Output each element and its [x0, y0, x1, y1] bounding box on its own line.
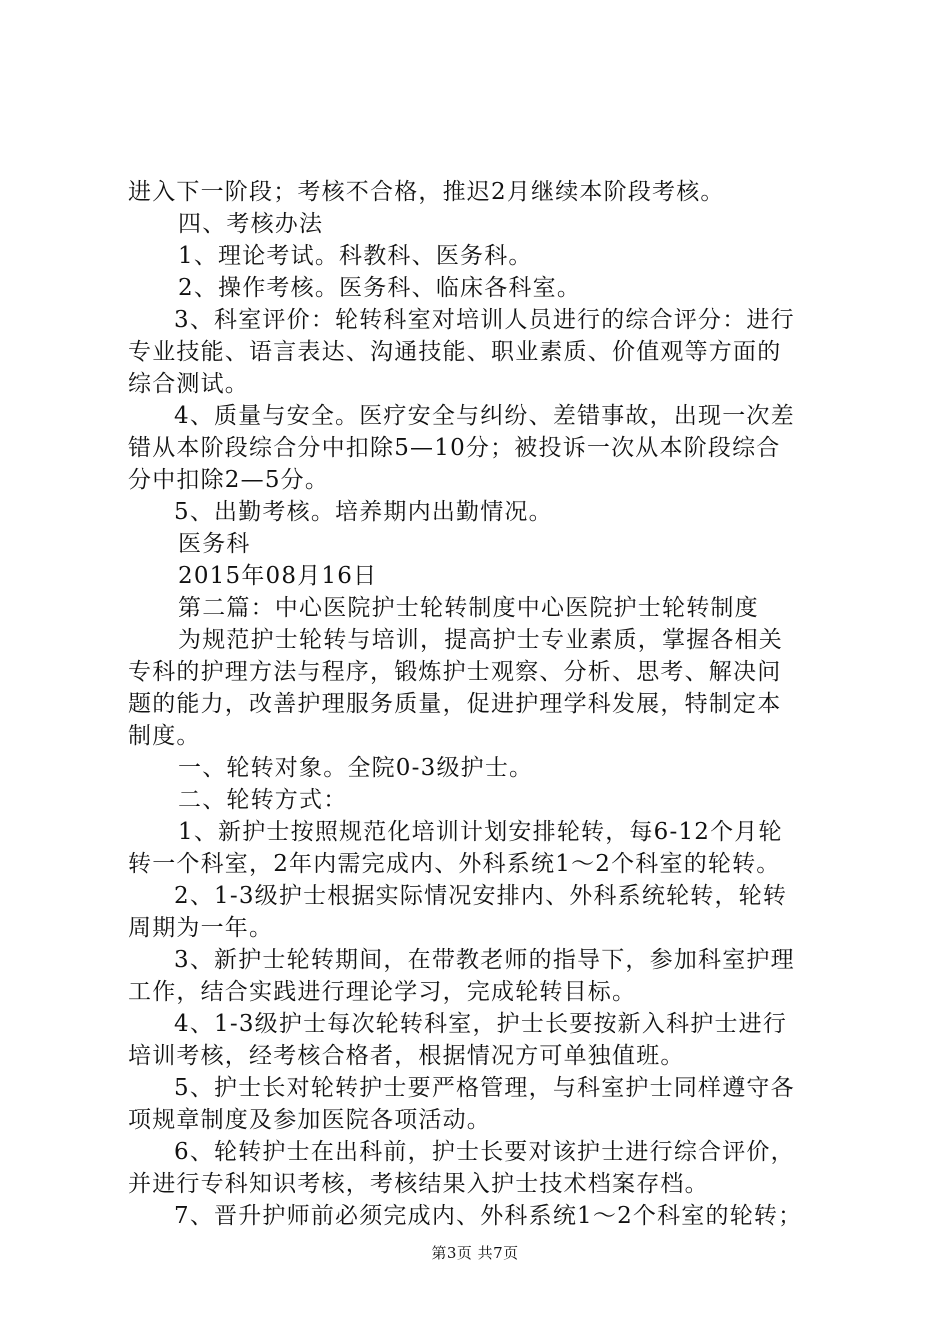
text-line: 制度。: [128, 723, 201, 749]
text-line: 错从本阶段综合分中扣除5—10分；被投诉一次从本阶段综合: [128, 435, 781, 461]
text-line: 进入下一阶段；考核不合格，推迟2月继续本阶段考核。: [128, 179, 725, 205]
text-line: 周期为一年。: [128, 915, 274, 941]
text-line: 4、1-3级护士每次轮转科室，护士长要按新入科护士进行: [174, 1011, 788, 1037]
document-body: [128, 176, 838, 1232]
text-line: 7、晋升护师前必须完成内、外科系统1～2个科室的轮转；: [174, 1203, 803, 1229]
text-line: 3、科室评价：轮转科室对培训人员进行的综合评分：进行: [174, 307, 795, 333]
text-line: 工作，结合实践进行理论学习，完成轮转目标。: [128, 979, 637, 1005]
text-line: 专科的护理方法与程序，锻炼护士观察、分析、思考、解决问: [128, 659, 782, 685]
text-line: 3、新护士轮转期间，在带教老师的指导下，参加科室护理: [174, 947, 795, 973]
text-line: 5、出勤考核。培养期内出勤情况。: [174, 499, 553, 525]
text-line: 4、质量与安全。医疗安全与纠纷、差错事故，出现一次差: [174, 403, 795, 429]
text-line: 专业技能、语言表达、沟通技能、职业素质、价值观等方面的: [128, 339, 782, 365]
text-line: 1、理论考试。科教科、医务科。: [178, 243, 533, 269]
text-line: 题的能力，改善护理服务质量，促进护理学科发展，特制定本: [128, 691, 782, 717]
text-line: 1、新护士按照规范化培训计划安排轮转，每6-12个月轮: [178, 819, 783, 845]
section-heading: 四、考核办法: [178, 211, 324, 237]
text-line: 综合测试。: [128, 371, 249, 397]
text-line: 转一个科室，2年内需完成内、外科系统1～2个科室的轮转。: [128, 851, 781, 877]
text-line: 2、操作考核。医务科、临床各科室。: [178, 275, 582, 301]
text-line: 2、1-3级护士根据实际情况安排内、外科系统轮转，轮转: [174, 883, 788, 909]
section-heading: 一、轮转对象。全院0-3级护士。: [178, 755, 534, 781]
text-line: 为规范护士轮转与培训，提高护士专业素质，掌握各相关: [178, 627, 783, 653]
text-line: 5、护士长对轮转护士要严格管理，与科室护士同样遵守各: [174, 1075, 795, 1101]
text-line: 并进行专科知识考核，考核结果入护士技术档案存档。: [128, 1171, 709, 1197]
text-line: 分中扣除2—5分。: [128, 467, 330, 493]
text-line: 项规章制度及参加医院各项活动。: [128, 1107, 491, 1133]
signature-date: 2015年08月16日: [178, 563, 378, 589]
text-line: 培训考核，经考核合格者，根据情况方可单独值班。: [128, 1043, 685, 1069]
signature-department: 医务科: [178, 531, 251, 557]
chapter-heading: 第二篇：中心医院护士轮转制度中心医院护士轮转制度: [178, 595, 759, 621]
text-line: 6、轮转护士在出科前，护士长要对该护士进行综合评价，: [174, 1139, 795, 1165]
section-heading: 二、轮转方式：: [178, 787, 348, 813]
page-number-footer: 第3页 共7页: [431, 1244, 519, 1262]
